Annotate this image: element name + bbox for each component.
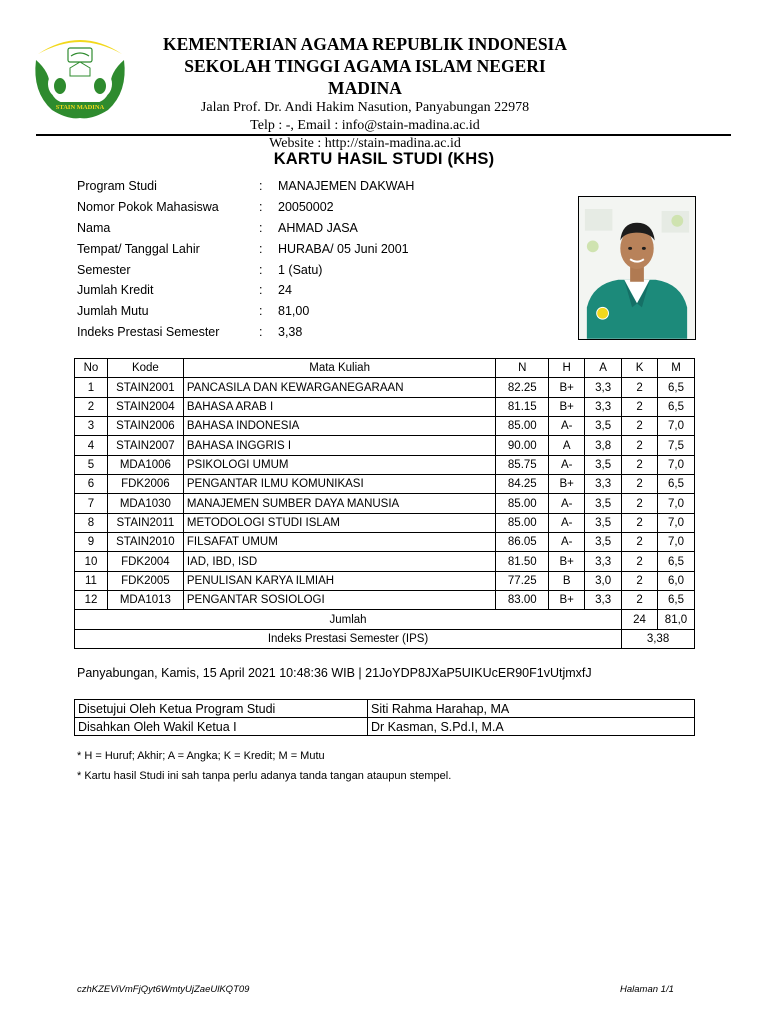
cell-kode: STAIN2004: [107, 397, 183, 416]
col-header-m: M: [657, 359, 694, 378]
table-row: [75, 436, 695, 455]
cell-k: 2: [622, 591, 658, 610]
header-divider: [36, 134, 731, 136]
info-label: Nama: [77, 220, 111, 235]
document-title: KARTU HASIL STUDI (KHS): [273, 150, 495, 168]
table-row: [75, 533, 695, 552]
cell-k: 2: [622, 455, 658, 474]
cell-m: 6,0: [657, 571, 694, 590]
table-row: [75, 455, 695, 474]
cell-n: 81.50: [496, 552, 549, 571]
ips-value: 3,38: [622, 629, 695, 648]
cell-k: 2: [622, 533, 658, 552]
table-row: [75, 397, 695, 416]
cell-n: 85.00: [496, 513, 549, 532]
info-colon: :: [259, 220, 263, 235]
grades-table: [74, 358, 695, 649]
cell-m: 7,0: [657, 417, 694, 436]
cell-k: 2: [622, 436, 658, 455]
cell-n: 85.75: [496, 455, 549, 474]
cell-no: 8: [75, 513, 108, 532]
info-label: Program Studi: [77, 179, 157, 194]
address: Jalan Prof. Dr. Andi Hakim Nasution, Panyabungan 22978: [200, 100, 530, 115]
cell-kode: FDK2005: [107, 571, 183, 590]
print-stamp: Panyabungan, Kamis, 15 April 2021 10:48:36 WIB | 21JoYDP8JXaP5UIKUcER90F1vUtjmxfJ: [77, 666, 592, 680]
cell-k: 2: [622, 397, 658, 416]
cell-a: 3,5: [585, 494, 622, 513]
website-line: Website : http://stain-madina.ac.id: [269, 136, 461, 151]
cell-no: 5: [75, 455, 108, 474]
cell-m: 6,5: [657, 397, 694, 416]
cell-n: 82.25: [496, 378, 549, 397]
info-row: [77, 280, 528, 301]
approval-name: Dr Kasman, S.Pd.I, M.A: [368, 718, 695, 736]
svg-text:STAIN MADINA: STAIN MADINA: [55, 104, 105, 111]
cell-n: 81.15: [496, 397, 549, 416]
cell-kode: STAIN2001: [107, 378, 183, 397]
cell-a: 3,5: [585, 513, 622, 532]
cell-mata-kuliah: PANCASILA DAN KEWARGANEGARAAN: [183, 378, 496, 397]
approval-row: [75, 718, 695, 736]
info-value: HURABA/ 05 Juni 2001: [278, 241, 409, 256]
cell-h: A-: [549, 513, 585, 532]
info-row: [77, 259, 528, 280]
cell-mata-kuliah: FILSAFAT UMUM: [183, 533, 496, 552]
cell-k: 2: [622, 571, 658, 590]
info-label: Indeks Prestasi Semester: [77, 324, 220, 339]
cell-kode: STAIN2011: [107, 513, 183, 532]
cell-kode: STAIN2010: [107, 533, 183, 552]
info-colon: :: [259, 304, 263, 319]
table-row: [75, 513, 695, 532]
info-colon: :: [259, 241, 263, 256]
total-credits: 24: [622, 610, 658, 629]
cell-k: 2: [622, 417, 658, 436]
cell-m: 6,5: [657, 475, 694, 494]
cell-h: B+: [549, 591, 585, 610]
stain-madina-logo: [30, 32, 130, 120]
cell-h: B+: [549, 397, 585, 416]
cell-no: 4: [75, 436, 108, 455]
table-row: [75, 591, 695, 610]
info-row: [77, 197, 528, 218]
cell-n: 77.25: [496, 571, 549, 590]
cell-m: 7,0: [657, 455, 694, 474]
info-colon: :: [259, 179, 263, 194]
col-header-n: N: [496, 359, 549, 378]
approval-row: [75, 700, 695, 718]
cell-n: 85.00: [496, 494, 549, 513]
info-label: Semester: [77, 262, 131, 277]
cell-h: B+: [549, 378, 585, 397]
info-colon: :: [259, 324, 263, 339]
ips-row: [75, 629, 695, 648]
cell-h: A-: [549, 533, 585, 552]
contact-line: Telp : -, Email : info@stain-madina.ac.id: [250, 118, 480, 133]
cell-a: 3,5: [585, 455, 622, 474]
cell-a: 3,5: [585, 417, 622, 436]
institution-name: SEKOLAH TINGGI AGAMA ISLAM NEGERI MADINA: [184, 56, 546, 98]
cell-m: 7,5: [657, 436, 694, 455]
info-colon: :: [259, 262, 263, 277]
cell-mata-kuliah: BAHASA INDONESIA: [183, 417, 496, 436]
col-header-mata-kuliah: Mata Kuliah: [183, 359, 496, 378]
cell-m: 6,5: [657, 378, 694, 397]
cell-kode: FDK2004: [107, 552, 183, 571]
cell-no: 12: [75, 591, 108, 610]
cell-a: 3,5: [585, 533, 622, 552]
note-legend: * H = Huruf; Akhir; A = Angka; K = Kredit; M = Mutu: [77, 750, 325, 762]
info-value: MANAJEMEN DAKWAH: [278, 179, 415, 194]
info-label: Jumlah Kredit: [77, 283, 154, 298]
info-value: 81,00: [278, 304, 310, 319]
table-row: [75, 571, 695, 590]
cell-no: 6: [75, 475, 108, 494]
document-code: czhKZEViVmFjQyt6WmtyUjZaeUlKQT09: [77, 984, 250, 995]
cell-kode: FDK2006: [107, 475, 183, 494]
student-photo: [578, 196, 696, 340]
col-header-h: H: [549, 359, 585, 378]
table-row: [75, 552, 695, 571]
cell-h: B+: [549, 552, 585, 571]
info-value: 20050002: [278, 200, 334, 215]
info-row: [77, 322, 528, 343]
cell-mata-kuliah: PSIKOLOGI UMUM: [183, 455, 496, 474]
col-header-no: No: [75, 359, 108, 378]
info-row: [77, 238, 528, 259]
cell-n: 84.25: [496, 475, 549, 494]
info-row: [77, 176, 528, 197]
note-validity: * Kartu hasil Studi ini sah tanpa perlu adanya tanda tangan ataupun stempel.: [77, 770, 452, 782]
cell-h: B: [549, 571, 585, 590]
approval-role: Disahkan Oleh Wakil Ketua I: [75, 718, 368, 736]
cell-mata-kuliah: BAHASA INGGRIS I: [183, 436, 496, 455]
total-quality: 81,0: [657, 610, 694, 629]
info-value: AHMAD JASA: [278, 220, 358, 235]
info-row: [77, 218, 528, 239]
approval-table: [74, 699, 695, 736]
cell-k: 2: [622, 494, 658, 513]
total-row: [75, 610, 695, 629]
cell-h: B+: [549, 475, 585, 494]
cell-m: 7,0: [657, 513, 694, 532]
cell-h: A-: [549, 494, 585, 513]
cell-a: 3,3: [585, 591, 622, 610]
table-row: [75, 475, 695, 494]
cell-n: 90.00: [496, 436, 549, 455]
cell-m: 6,5: [657, 552, 694, 571]
notes: [77, 746, 451, 786]
total-label: Jumlah: [75, 610, 622, 629]
cell-a: 3,3: [585, 378, 622, 397]
cell-h: A-: [549, 417, 585, 436]
cell-no: 7: [75, 494, 108, 513]
cell-kode: STAIN2006: [107, 417, 183, 436]
table-row: [75, 494, 695, 513]
cell-kode: STAIN2007: [107, 436, 183, 455]
info-label: Jumlah Mutu: [77, 304, 149, 319]
cell-m: 7,0: [657, 533, 694, 552]
cell-mata-kuliah: PENGANTAR SOSIOLOGI: [183, 591, 496, 610]
approval-role: Disetujui Oleh Ketua Program Studi: [75, 700, 368, 718]
cell-n: 86.05: [496, 533, 549, 552]
cell-a: 3,0: [585, 571, 622, 590]
cell-no: 2: [75, 397, 108, 416]
cell-a: 3,3: [585, 475, 622, 494]
cell-h: A: [549, 436, 585, 455]
col-header-a: A: [585, 359, 622, 378]
info-colon: :: [259, 283, 263, 298]
info-label: Nomor Pokok Mahasiswa: [77, 200, 219, 215]
cell-kode: MDA1030: [107, 494, 183, 513]
cell-n: 85.00: [496, 417, 549, 436]
info-colon: :: [259, 200, 263, 215]
approval-name: Siti Rahma Harahap, MA: [368, 700, 695, 718]
cell-no: 11: [75, 571, 108, 590]
info-value: 24: [278, 283, 292, 298]
cell-no: 1: [75, 378, 108, 397]
cell-kode: MDA1013: [107, 591, 183, 610]
cell-k: 2: [622, 378, 658, 397]
cell-k: 2: [622, 513, 658, 532]
table-row: [75, 417, 695, 436]
cell-mata-kuliah: PENGANTAR ILMU KOMUNIKASI: [183, 475, 496, 494]
col-header-k: K: [622, 359, 658, 378]
cell-mata-kuliah: BAHASA ARAB I: [183, 397, 496, 416]
cell-k: 2: [622, 552, 658, 571]
ips-label: Indeks Prestasi Semester (IPS): [75, 629, 622, 648]
info-value: 1 (Satu): [278, 262, 323, 277]
cell-n: 83.00: [496, 591, 549, 610]
cell-m: 6,5: [657, 591, 694, 610]
cell-mata-kuliah: PENULISAN KARYA ILMIAH: [183, 571, 496, 590]
cell-a: 3,3: [585, 552, 622, 571]
ministry-name: KEMENTERIAN AGAMA REPUBLIK INDONESIA: [162, 34, 567, 54]
cell-k: 2: [622, 475, 658, 494]
cell-a: 3,3: [585, 397, 622, 416]
info-row: [77, 301, 528, 322]
info-value: 3,38: [278, 324, 303, 339]
info-label: Tempat/ Tanggal Lahir: [77, 241, 200, 256]
cell-kode: MDA1006: [107, 455, 183, 474]
cell-h: A-: [549, 455, 585, 474]
cell-no: 3: [75, 417, 108, 436]
cell-a: 3,8: [585, 436, 622, 455]
page-number: Halaman 1/1: [620, 984, 674, 995]
cell-mata-kuliah: METODOLOGI STUDI ISLAM: [183, 513, 496, 532]
cell-no: 9: [75, 533, 108, 552]
cell-mata-kuliah: IAD, IBD, ISD: [183, 552, 496, 571]
col-header-kode: Kode: [107, 359, 183, 378]
cell-mata-kuliah: MANAJEMEN SUMBER DAYA MANUSIA: [183, 494, 496, 513]
cell-m: 7,0: [657, 494, 694, 513]
student-info: [77, 176, 528, 342]
cell-no: 10: [75, 552, 108, 571]
table-row: [75, 378, 695, 397]
table-header-row: [75, 359, 695, 378]
